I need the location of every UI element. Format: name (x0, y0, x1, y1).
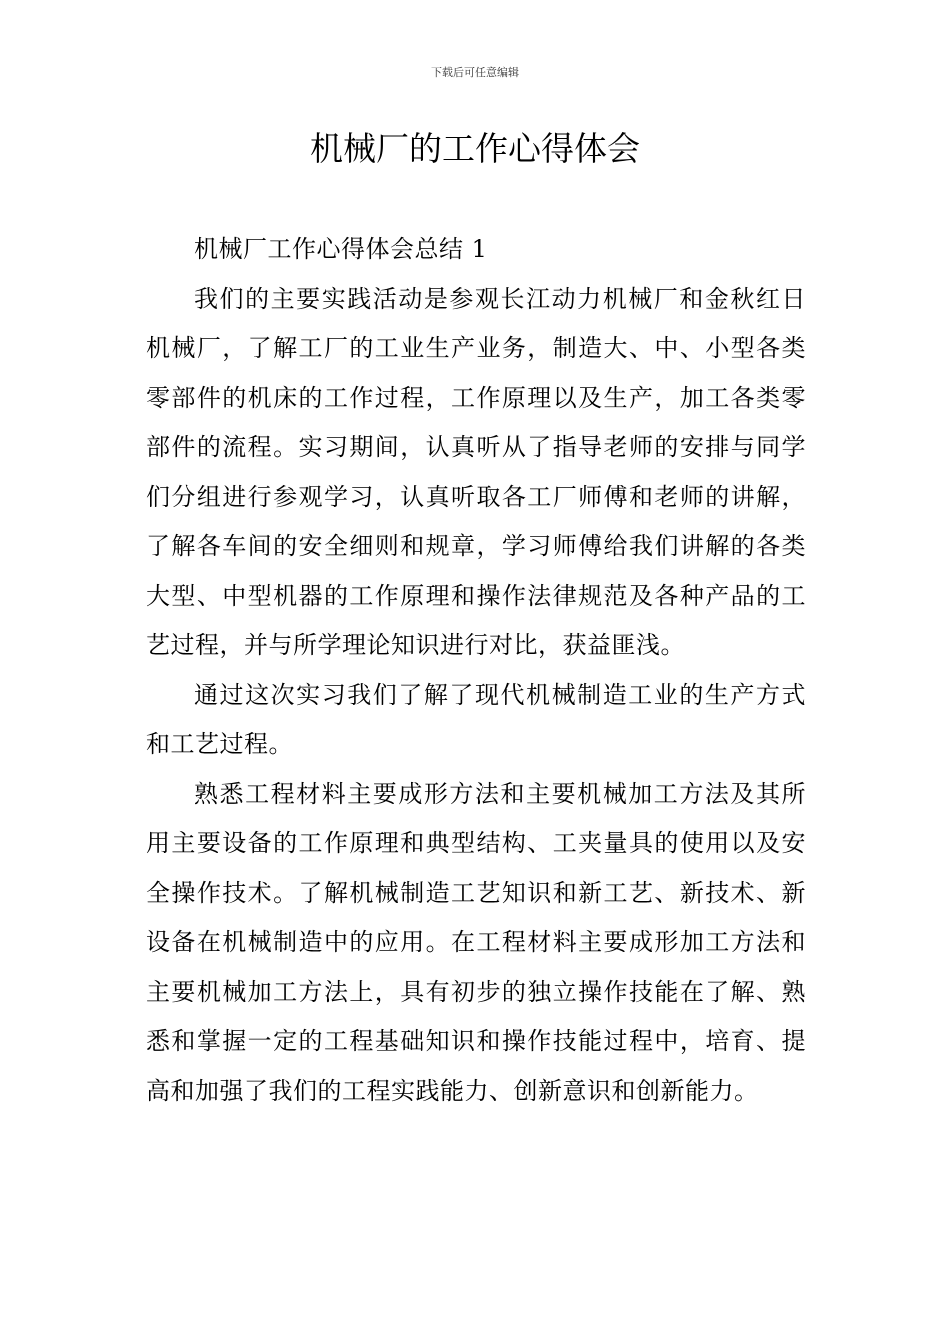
header-note: 下载后可任意编辑 (431, 66, 519, 79)
paragraph-practice-activities: 我们的主要实践活动是参观长江动力机械厂和金秋红日机械厂，了解工厂的工业生产业务，制造大、中、小型各类零部件的机床的工作过程，工作原理以及生产，加工各类零部件的流程。实习期间，认真听从了指导老师的安排与同学们分组进行参观学习，认真听取各工厂师傅和老师的讲解，了解各车间的安全细则和规章，学习师傅给我们讲解的各类大型、中型机器的工作原理和操作法律规范及各种产品的工艺过程，并与所学理论知识进行对比，获益匪浅。 (146, 284, 806, 659)
document-body (146, 225, 806, 1116)
paragraph-skills-learned: 熟悉工程材料主要成形方法和主要机械加工方法及其所用主要设备的工作原理和典型结构、工夹量具的使用以及安全操作技术。了解机械制造工艺知识和新工艺、新技术、新设备在机械制造中的应用。在工程材料主要成形加工方法和主要机械加工方法上，具有初步的独立操作技能在了解、熟悉和掌握一定的工程基础知识和操作技能过程中，培育、提高和加强了我们的工程实践能力、创新意识和创新能力。 (146, 779, 806, 1105)
document-title: 机械厂的工作心得体会 (310, 129, 640, 168)
paragraph-section-heading: 机械厂工作心得体会总结 1 (194, 235, 488, 263)
paragraph-production-methods: 通过这次实习我们了解了现代机械制造工业的生产方式和工艺过程。 (146, 680, 806, 758)
